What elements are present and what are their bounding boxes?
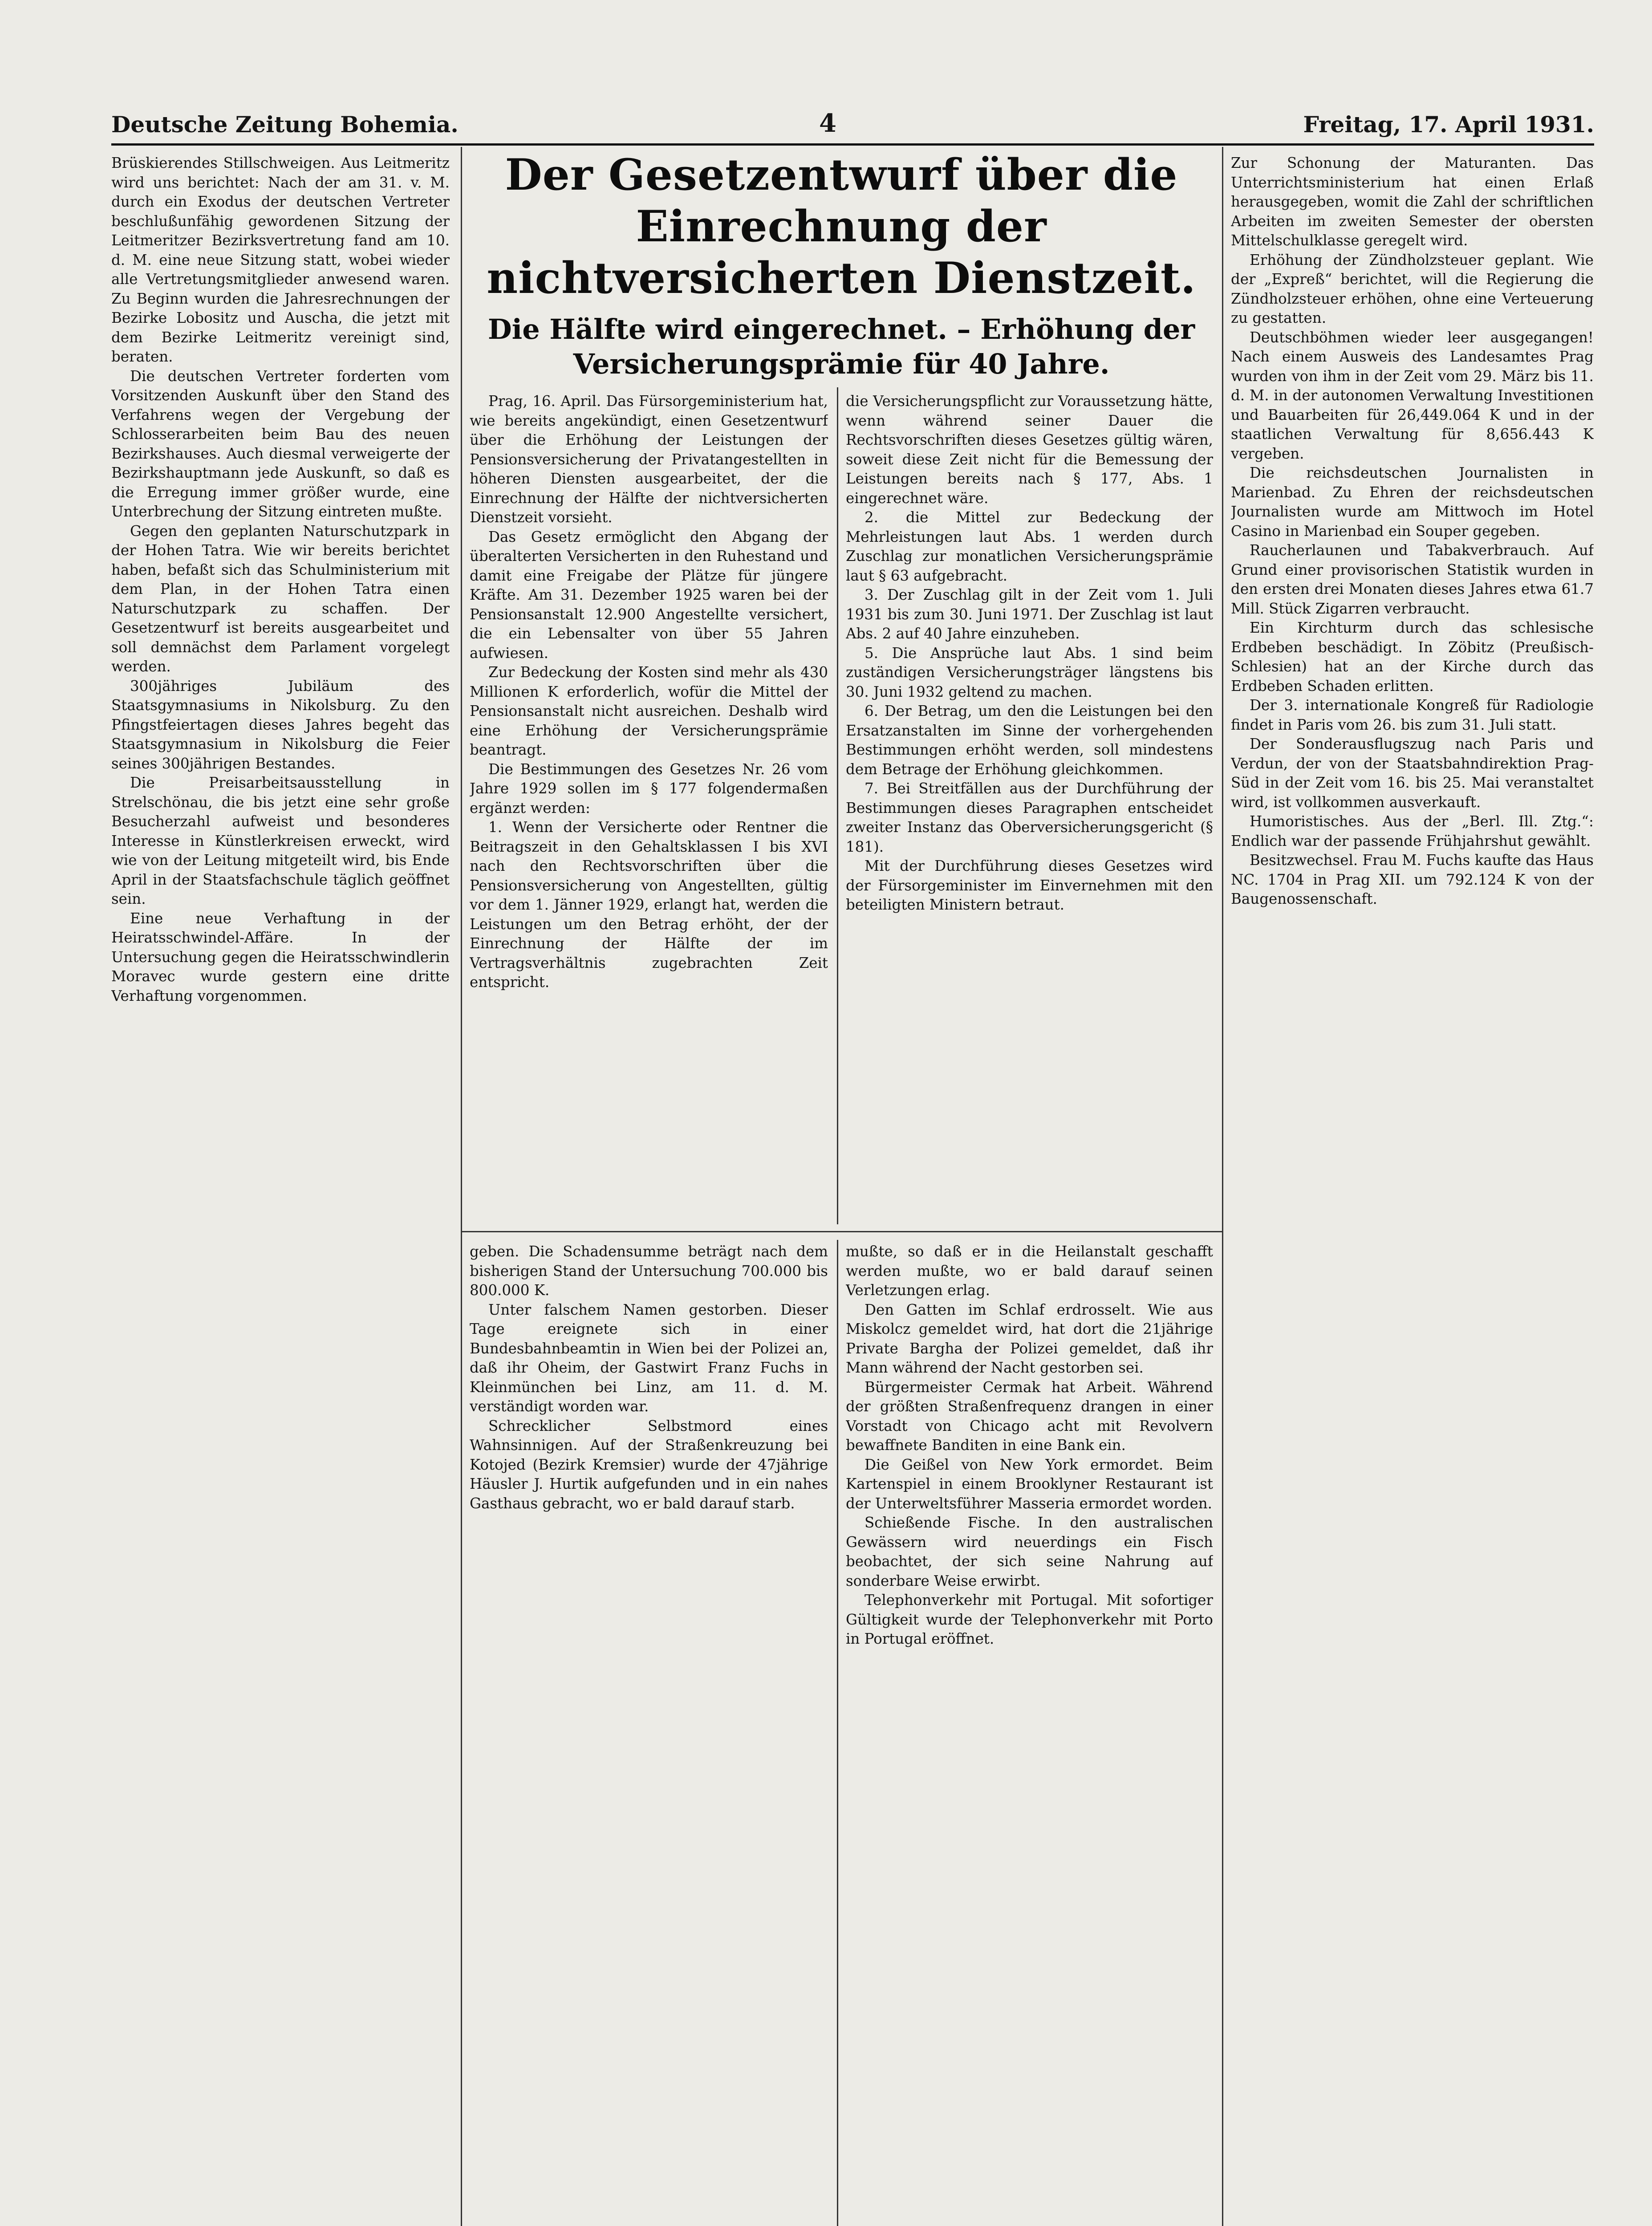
headline-subtitle: Die Hälfte wird eingerechnet. – Erhöhung der Versicherungsprämie für 40 Jahre. bbox=[487, 313, 1195, 380]
article-paragraph: Gegen den geplanten Naturschutzpark in der Hohen Tatra. Wie wir bereits berichtet haben, befaßt sich das Schulministerium mit dem Plan, in der Hohen Tatra einen Naturschutzpark zu schaffen. Der Gesetzentwurf ist bereits ausgearbeitet und soll demnächst dem Parlament vorgelegt werden. bbox=[111, 522, 450, 675]
article-paragraph: Der Sonderausflugszug nach Paris und Verdun, der von der Staatsbahndirektion Prag-Süd in der Zeit vom 16. bis 25. Mai veranstaltet wird, ist vollkommen ausverkauft. bbox=[1231, 735, 1594, 811]
page-header bbox=[111, 102, 1594, 142]
page-number: 4 bbox=[819, 109, 836, 138]
article-paragraph: 7. Bei Streitfällen aus der Durchführung der Bestimmungen dieses Paragraphen entscheidet zweiter Instanz das Oberversicherungsgericht (§ 181). bbox=[846, 780, 1213, 855]
article-paragraph: Humoristisches. Aus der „Berl. Ill. Ztg.“: Endlich war der passende Frühjahrshut gewählt. bbox=[1231, 813, 1594, 849]
article-paragraph: Unter falschem Namen gestorben. Dieser Tage ereignete sich in einer Bundesbahnbeamtin in Wien bei der Polizei an, daß ihr Oheim, der Gastwirt Franz Fuchs in Kleinmünchen bei Linz, am 11. d. M. verständigt worden war. bbox=[470, 1301, 828, 1415]
column-rule-2 bbox=[1222, 147, 1223, 2226]
article-paragraph: Mit der Durchführung dieses Gesetzes wird der Fürsorgeminister im Einvernehmen mit den beteiligten Ministern betraut. bbox=[846, 857, 1213, 913]
paper-name: Deutsche Zeitung Bohemia. bbox=[111, 111, 459, 138]
article-paragraph: 300jähriges Jubiläum des Staatsgymnasiums in Nikolsburg. Zu den Pfingstfeiertagen dieses Jahres begeht das Staatsgymnasium in Nikolsburg die Feier seines 300jährigen Bestandes. bbox=[111, 677, 450, 772]
column-center-bottom-right bbox=[846, 1242, 1213, 2226]
article-paragraph: Brüskierendes Stillschweigen. Aus Leitmeritz wird uns berichtet: Nach der am 31. v. M. durch ein Exodus der deutschen Vertreter beschlußunfähig gewordenen Sitzung der Leitmeritzer Bezirksvertretung fand am 10. d. M. eine neue Sitzung statt, wobei wieder alle Vertretungsmitglieder anwesend waren. Zu Beginn wurden die Jahresrechnungen der Bezirke Lobositz und Auscha, die jetzt mit dem Bezirke Leitmeritz vereinigt sind, beraten. bbox=[111, 154, 450, 365]
article-paragraph: Die deutschen Vertreter forderten vom Vorsitzenden Auskunft über den Stand des Verfahrens wegen der Vergebung der Schlosserarbeiten beim Bau des neuen Bezirkshauses. Auch diesmal verweigerte der Bezirkshauptmann jede Auskunft, so daß es die Erregung immer größer wurde, eine Unterbrechung der Sitzung eintreten mußte. bbox=[111, 367, 450, 520]
article-paragraph: 3. Der Zuschlag gilt in der Zeit vom 1. Juli 1931 bis zum 30. Juni 1971. Der Zuschlag ist laut Abs. 2 auf 40 Jahre einzuheben. bbox=[846, 586, 1213, 642]
article-divider bbox=[461, 1231, 1222, 1232]
article-paragraph: 2. die Mittel zur Bedeckung der Mehrleistungen laut Abs. 1 werden durch Zuschlag zur monatlichen Versicherungsprämie laut § 63 aufgebracht. bbox=[846, 509, 1213, 584]
header-rule bbox=[111, 143, 1594, 146]
article-paragraph: 6. Der Betrag, um den die Leistungen bei den Ersatzanstalten im Sinne der vorhergehenden Bestimmungen erhöht werden, soll mindestens dem Betrage der Erhöhung gleichkommen. bbox=[846, 703, 1213, 778]
column-rule-center-bottom bbox=[837, 1240, 838, 2226]
article-paragraph: 1. Wenn der Versicherte oder Rentner die Beitragszeit in den Gehaltsklassen I bis XVI nach den Rechtsvorschriften über die Pensionsversicherung von Angestellten, gültig vor dem 1. Jänner 1929, erlangt hat, werden die Leistungen um den Betrag erhöht, der der Einrechnung der Hälfte der im Vertragsverhältnis zugebrachten Zeit entspricht. bbox=[470, 819, 828, 991]
column-right bbox=[1231, 154, 1594, 2226]
article-paragraph: Zur Schonung der Maturanten. Das Unterrichtsministerium hat einen Erlaß herausgegeben, womit die Zahl der schriftlichen Arbeiten im zweiten Semester der obersten Mittelschulklasse geregelt wird. bbox=[1231, 154, 1594, 249]
article-paragraph: Die reichsdeutschen Journalisten in Marienbad. Zu Ehren der reichsdeutschen Journalisten wurde am Mittwoch im Hotel Casino in Marienbad ein Souper gegeben. bbox=[1231, 464, 1594, 540]
article-paragraph: Erhöhung der Zündholzsteuer geplant. Wie der „Expreß“ berichtet, will die Regierung die Zündholzsteuer erhöhen, ohne eine Verteuerung zu gestatten. bbox=[1231, 251, 1594, 326]
article-paragraph: Prag, 16. April. Das Fürsorgeministerium hat, wie bereits angekündigt, einen Gesetzentwurf über die Erhöhung der Leistungen der Pensionsversicherung der Privatangestellten in höheren Diensten ausgearbeitet, der die Einrechnung der Hälfte der nichtversicherten Dienstzeit vorsieht. bbox=[470, 393, 828, 526]
article-paragraph: Telephonverkehr mit Portugal. Mit sofortiger Gültigkeit wurde der Telephonverkehr mit Porto in Portugal eröffnet. bbox=[846, 1592, 1213, 1647]
article-paragraph: geben. Die Schadensumme beträgt nach dem bisherigen Stand der Untersuchung 700.000 bis 800.000 K. bbox=[470, 1243, 828, 1299]
article-paragraph: Das Gesetz ermöglicht den Abgang der überalterten Versicherten in den Ruhestand und damit eine Freigabe der Plätze für jüngere Kräfte. Am 31. Dezember 1925 waren bei der Pensionsanstalt 12.900 Angestellte versichert, die ein Lebensalter von über 55 Jahren aufwiesen. bbox=[470, 528, 828, 662]
article-paragraph: Deutschböhmen wieder leer ausgegangen! Nach einem Ausweis des Landesamtes Prag wurden von ihm in der Zeit vom 29. März bis 11. d. M. in der autonomen Verwaltung Investitionen und Bauarbeiten für 26,449.064 K und in der staatlichen Verwaltung für 8,656.443 K vergeben. bbox=[1231, 329, 1594, 462]
column-left bbox=[111, 154, 450, 2226]
article-paragraph: 5. Die Ansprüche laut Abs. 1 sind beim zuständigen Versicherungsträger längstens bis 30. Juni 1932 geltend zu machen. bbox=[846, 644, 1213, 700]
article-paragraph: die Versicherungspflicht zur Voraussetzung hätte, wenn während seiner Dauer die Rechtsvorschriften dieses Gesetzes gültig wären, soweit diese Zeit nicht für die Bemessung der Leistungen bereits nach § 177, Abs. 1 eingerechnet wäre. bbox=[846, 393, 1213, 507]
column-center-bottom-left bbox=[470, 1242, 828, 2226]
article-paragraph: Eine neue Verhaftung in der Heiratsschwindel-Affäre. In der Untersuchung gegen die Heiratsschwindlerin Moravec wurde gestern eine dritte Verhaftung vorgenommen. bbox=[111, 910, 450, 1004]
article-paragraph: Schrecklicher Selbstmord eines Wahnsinnigen. Auf der Straßenkreuzung bei Kotojed (Bezirk Kremsier) wurde der 47jährige Häusler J. Hurtik aufgefunden und in ein nahes Gasthaus gebracht, wo er bald darauf starb. bbox=[470, 1417, 828, 1512]
article-paragraph: Die Bestimmungen des Gesetzes Nr. 26 vom Jahre 1929 sollen im § 177 folgendermaßen ergänzt werden: bbox=[470, 760, 828, 816]
article-paragraph: Die Preisarbeitsausstellung in Strelschönau, die bis jetzt eine sehr große Besucherzahl aufweist und besonderes Interesse in Künstlerkreisen erweckt, wird wie von der Leitung mitgeteilt wird, bis Ende April in der Staatsfachschule täglich geöffnet sein. bbox=[111, 774, 450, 907]
article-paragraph: Ein Kirchturm durch das schlesische Erdbeben beschädigt. In Zöbitz (Preußisch-Schlesien) hat an der Kirche durch das Erdbeben Schaden erlitten. bbox=[1231, 619, 1594, 695]
article-paragraph: Den Gatten im Schlaf erdrosselt. Wie aus Miskolcz gemeldet wird, hat dort die 21jährige Private Bargha der Polizei gemeldet, daß ihr Mann während der Nacht gestorben sei. bbox=[846, 1301, 1213, 1376]
article-paragraph: Schießende Fische. In den australischen Gewässern wird neuerdings ein Fisch beobachtet, der sich seine Nahrung auf sonderbare Weise erwirbt. bbox=[846, 1514, 1213, 1589]
headline-title: Der Gesetzentwurf über die Einrechnung der nichtversicherten Dienstzeit. bbox=[487, 150, 1196, 303]
article-paragraph: Zur Bedeckung der Kosten sind mehr als 430 Millionen K erforderlich, wofür die Mittel der Pensionsanstalt nicht ausreichen. Deshalb wird eine Erhöhung der Versicherungsprämie beantragt. bbox=[470, 664, 828, 758]
article-paragraph: Der 3. internationale Kongreß für Radiologie findet in Paris vom 26. bis zum 31. Juli statt. bbox=[1231, 697, 1594, 733]
article-paragraph: Raucherlaunen und Tabakverbrauch. Auf Grund einer provisorischen Statistik wurden in den ersten drei Monaten dieses Jahres etwa 61.7 Mill. Stück Zigarren verbraucht. bbox=[1231, 542, 1594, 617]
main-headline bbox=[467, 149, 1215, 382]
issue-date: Freitag, 17. April 1931. bbox=[1303, 111, 1594, 138]
column-center-top-right bbox=[846, 392, 1213, 1224]
column-rule-1 bbox=[461, 147, 462, 2226]
column-rule-center-top bbox=[837, 387, 838, 1224]
article-paragraph: mußte, so daß er in die Heilanstalt geschafft werden mußte, wo er bald darauf seinen Verletzungen erlag. bbox=[846, 1243, 1213, 1299]
article-paragraph: Die Geißel von New York ermordet. Beim Kartenspiel in einem Brooklyner Restaurant ist der Unterweltsführer Masseria ermordet worden. bbox=[846, 1456, 1213, 1512]
column-center-top-left bbox=[470, 392, 828, 1224]
article-paragraph: Besitzwechsel. Frau M. Fuchs kaufte das Haus NC. 1704 in Prag XII. um 792.124 K von der Baugenossenschaft. bbox=[1231, 852, 1594, 907]
article-paragraph: Bürgermeister Cermak hat Arbeit. Während der größten Straßenfrequenz drangen in einer Vorstadt von Chicago acht mit Revolvern bewaffnete Banditen in eine Bank ein. bbox=[846, 1378, 1213, 1454]
